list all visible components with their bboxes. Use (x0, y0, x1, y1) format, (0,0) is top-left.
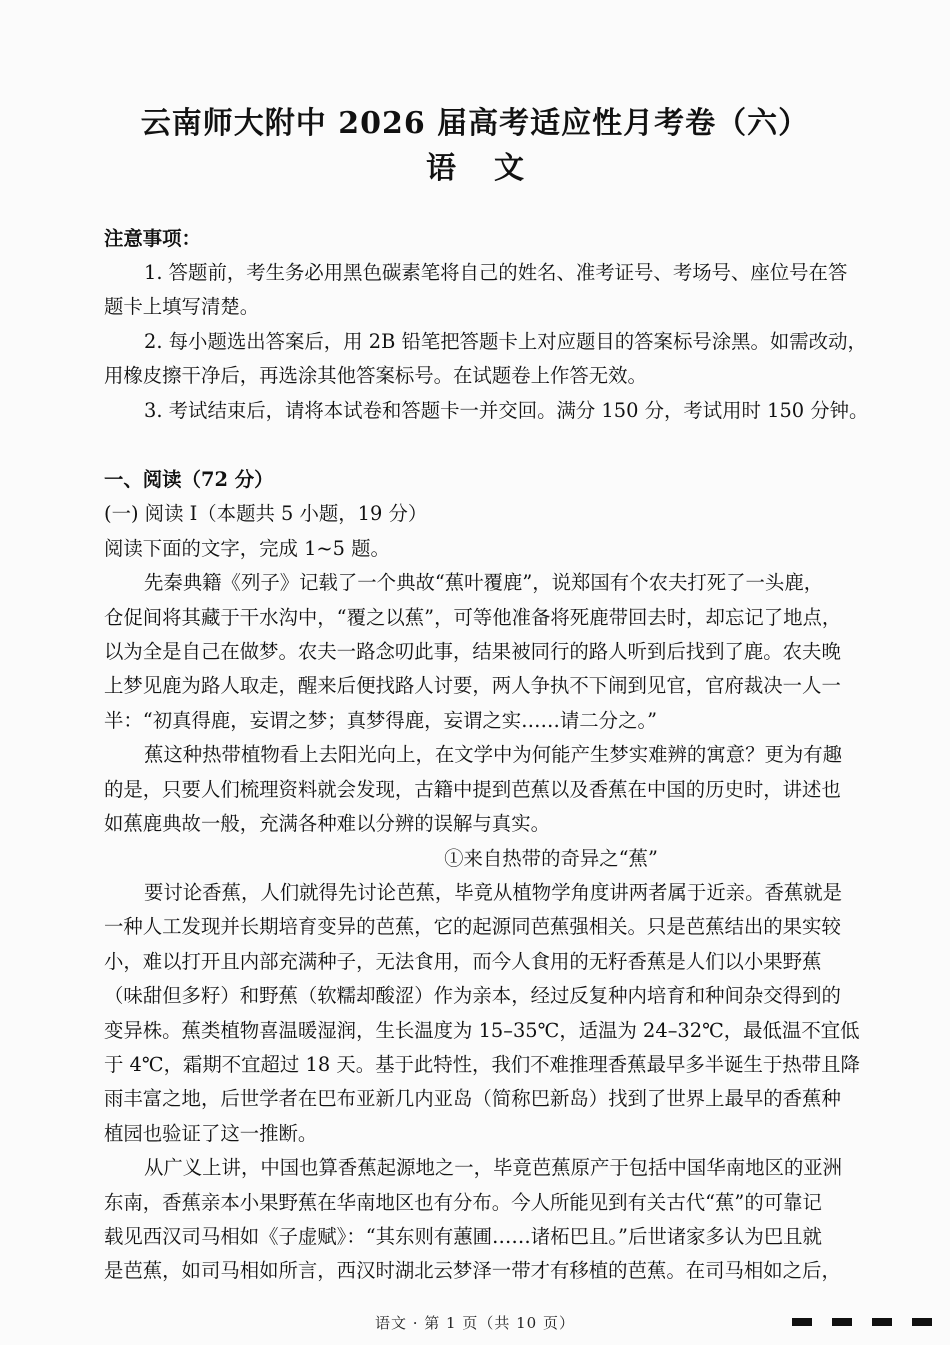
alignment-mark (912, 1318, 932, 1326)
notice-line: 3. 考试结束后，请将本试卷和答题卡一并交回。满分 150 分，考试用时 150 分钟。 (144, 398, 869, 422)
passage-line: 小，难以打开且内部充满种子，无法食用，而今人食用的无籽香蕉是人们以小果野蕉 (104, 949, 822, 973)
notice-heading: 注意事项： (104, 227, 201, 250)
section-heading: 一、阅读（72 分） (104, 468, 274, 492)
notice-line: 题卡上填写清楚。 (104, 295, 260, 319)
exam-title: 云南师大附中 2026 届高考适应性月考卷（六） (140, 106, 810, 141)
alignment-mark (792, 1318, 812, 1326)
passage-line: 从广义上讲，中国也算香蕉起源地之一，毕竟芭蕉原产于包括中国华南地区的亚洲 (144, 1156, 843, 1180)
passage-line: 雨丰富之地，后世学者在巴布亚新几内亚岛（简称巴新岛）找到了世界上最早的香蕉种 (104, 1087, 841, 1111)
passage-line: 以为全是自己在做梦。农夫一路念叨此事，结果被同行的路人听到后找到了鹿。农夫晚 (104, 640, 841, 664)
sub-heading: (一) 阅读 I（本题共 5 小题，19 分） (104, 502, 428, 526)
passage-line: （味甜但多籽）和野蕉（软糯却酸涩）作为亲本，经过反复种内培育和种间杂交得到的 (104, 984, 841, 1008)
passage-line: 的是，只要人们梳理资料就会发现，古籍中提到芭蕉以及香蕉在中国的历史时，讲述也 (104, 777, 841, 801)
notice-line: 用橡皮擦干净后，再选涂其他答案标号。在试题卷上作答无效。 (104, 364, 647, 388)
notice-line: 2. 每小题选出答案后，用 2B 铅笔把答题卡上对应题目的答案标号涂黑。如需改动， (144, 329, 867, 353)
alignment-mark (832, 1318, 852, 1326)
passage-line: 植园也验证了这一推断。 (104, 1121, 318, 1145)
passage-line: 仓促间将其藏于干水沟中，“覆之以蕉”，可等他准备将死鹿带回去时，却忘记了地点， (104, 605, 842, 629)
alignment-marks (792, 1318, 932, 1326)
alignment-mark (872, 1318, 892, 1326)
notice-line: 1. 答题前，考生务必用黑色碳素笔将自己的姓名、准考证号、考场号、座位号在答 (144, 261, 848, 284)
passage-line: 变异株。蕉类植物喜温暖湿润，生长温度为 15–35℃，适温为 24–32℃，最低温不宜低 (104, 1018, 860, 1042)
passage-line: 东南，香蕉亲本小果野蕉在华南地区也有分布。今人所能见到有关古代“蕉”的可靠记 (104, 1190, 822, 1214)
instruction: 阅读下面的文字，完成 1~5 题。 (104, 536, 390, 560)
subject-title: 语文 (426, 151, 562, 186)
passage-line: 于 4℃，霜期不宜超过 18 天。基于此特性，我们不难推理香蕉最早多半诞生于热带且降 (104, 1052, 860, 1076)
passage-line: 如蕉鹿典故一般，充满各种难以分辨的误解与真实。 (104, 812, 550, 836)
passage-line: 要讨论香蕉，人们就得先讨论芭蕉，毕竟从植物学角度讲两者属于近亲。香蕉就是 (144, 880, 843, 904)
passage-subheading: ①来自热带的奇异之“蕉” (444, 846, 658, 870)
page-footer: 语文 · 第 1 页（共 10 页） (374, 1314, 575, 1332)
passage-line: 半：“初真得鹿，妄谓之梦；真梦得鹿，妄谓之实……请二分之。” (104, 708, 658, 732)
passage-line: 载见西汉司马相如《子虚赋》：“其东则有蕙圃……诸柘巴且。”后世诸家多认为巴且就 (104, 1224, 822, 1248)
passage-line: 是芭蕉，如司马相如所言，西汉时湖北云梦泽一带才有移植的芭蕉。在司马相如之后， (104, 1259, 841, 1283)
page-content (104, 222, 878, 1289)
passage-line: 先秦典籍《列子》记载了一个典故“蕉叶覆鹿”，说郑国有个农夫打死了一头鹿， (144, 571, 824, 595)
passage-line: 一种人工发现并长期培育变异的芭蕉，它的起源同芭蕉强相关。只是芭蕉结出的果实较 (104, 915, 841, 939)
passage-line: 蕉这种热带植物看上去阳光向上，在文学中为何能产生梦实难辨的寓意？更为有趣 (144, 743, 843, 767)
passage-line: 上梦见鹿为路人取走，醒来后便找路人讨要，两人争执不下闹到见官，官府裁决一人一 (104, 674, 841, 698)
